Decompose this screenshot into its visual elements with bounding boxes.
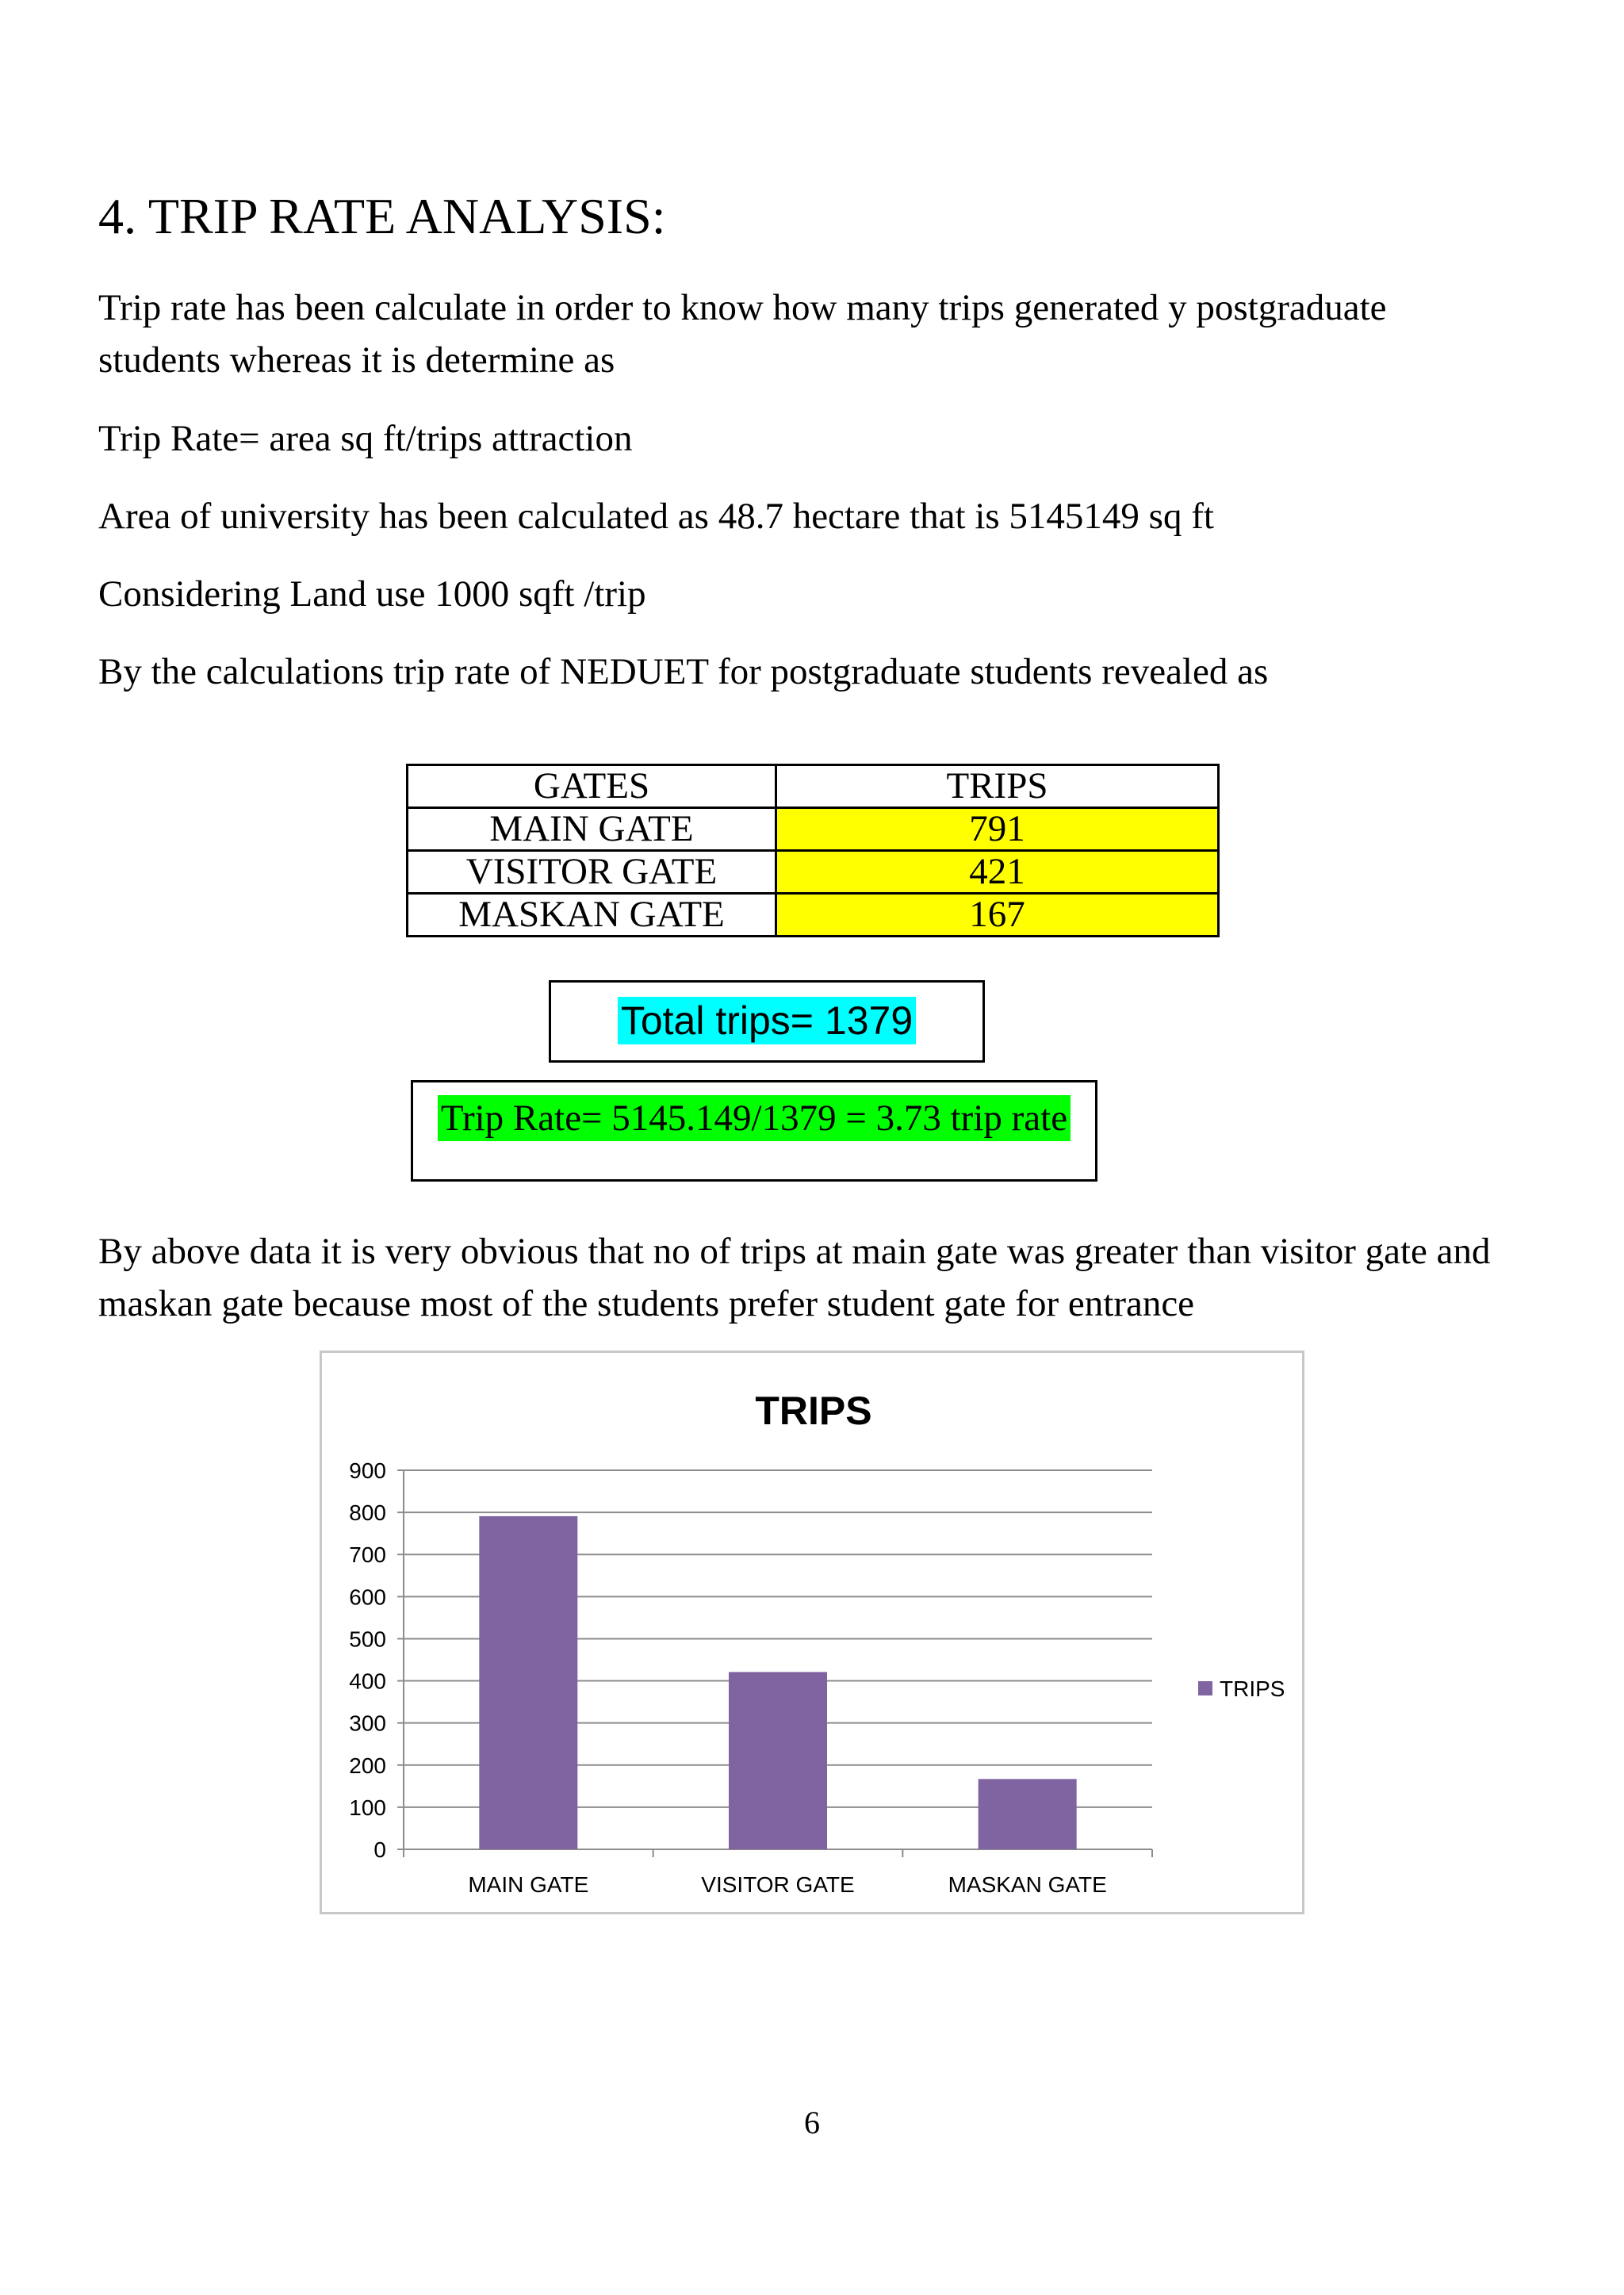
y-tick-label: 500 [349,1626,386,1652]
table-cell-gate: MASKAN GATE [408,894,776,937]
y-tick-label: 900 [349,1458,386,1483]
gates-trips-table [406,764,1220,937]
y-tick-label: 0 [373,1837,386,1862]
table-row [408,894,1219,937]
table-cell-trips: 421 [776,851,1219,894]
paragraph-line: By above data it is very obvious that no of trips at main gate was greater than visitor gate and [98,1231,1491,1272]
paragraph-land-use: Considering Land use 1000 sqft /trip [98,573,646,615]
x-tick-label: MAIN GATE [468,1872,589,1897]
table-cell-gate: MAIN GATE [408,808,776,851]
trips-bar-chart [320,1351,1304,1914]
section-heading: 4. TRIP RATE ANALYSIS: [98,188,666,244]
trip-rate-box [411,1080,1097,1182]
chart-title: TRIPS [755,1389,872,1433]
y-tick-label: 800 [349,1500,386,1526]
table-header-trips: TRIPS [776,765,1219,808]
table-row [408,851,1219,894]
page-number: 6 [804,2105,820,2140]
table-header-row [408,765,1219,808]
table-row [408,808,1219,851]
bar [729,1672,827,1849]
trip-rate-text: Trip Rate= 5145.149/1379 = 3.73 trip rate [438,1095,1071,1141]
x-tick-label: MASKAN GATE [948,1872,1107,1897]
paragraph-area: Area of university has been calculated as 48.7 hectare that is 5145149 sq ft [98,496,1214,537]
legend-swatch [1198,1681,1212,1695]
bar [479,1516,577,1849]
total-trips-text: Total trips= 1379 [618,997,916,1044]
y-tick-label: 400 [349,1669,386,1694]
chart-canvas [322,1353,1302,1912]
x-tick-label: VISITOR GATE [701,1872,855,1897]
total-trips-box [549,980,985,1063]
paragraph-formula: Trip Rate= area sq ft/trips attraction [98,418,633,459]
bar [979,1779,1077,1849]
paragraph-line: maskan gate because most of the students prefer student gate for entrance [98,1283,1195,1324]
table-cell-gate: VISITOR GATE [408,851,776,894]
table-cell-trips: 167 [776,894,1219,937]
table-header-gates: GATES [408,765,776,808]
paragraph-conclusion [98,1225,1491,1330]
legend-label: TRIPS [1220,1676,1285,1701]
y-tick-label: 700 [349,1542,386,1568]
table-cell-trips: 791 [776,808,1219,851]
paragraph-line: students whereas it is determine as [98,339,615,381]
y-tick-label: 100 [349,1795,386,1820]
y-tick-label: 300 [349,1711,386,1736]
y-tick-label: 200 [349,1753,386,1778]
paragraph-trip-rate-intro [98,282,1386,386]
paragraph-line: Trip rate has been calculate in order to know how many trips generated y postgraduate [98,287,1387,328]
paragraph-calculations: By the calculations trip rate of NEDUET for postgraduate students revealed as [98,651,1269,692]
y-tick-label: 600 [349,1584,386,1610]
